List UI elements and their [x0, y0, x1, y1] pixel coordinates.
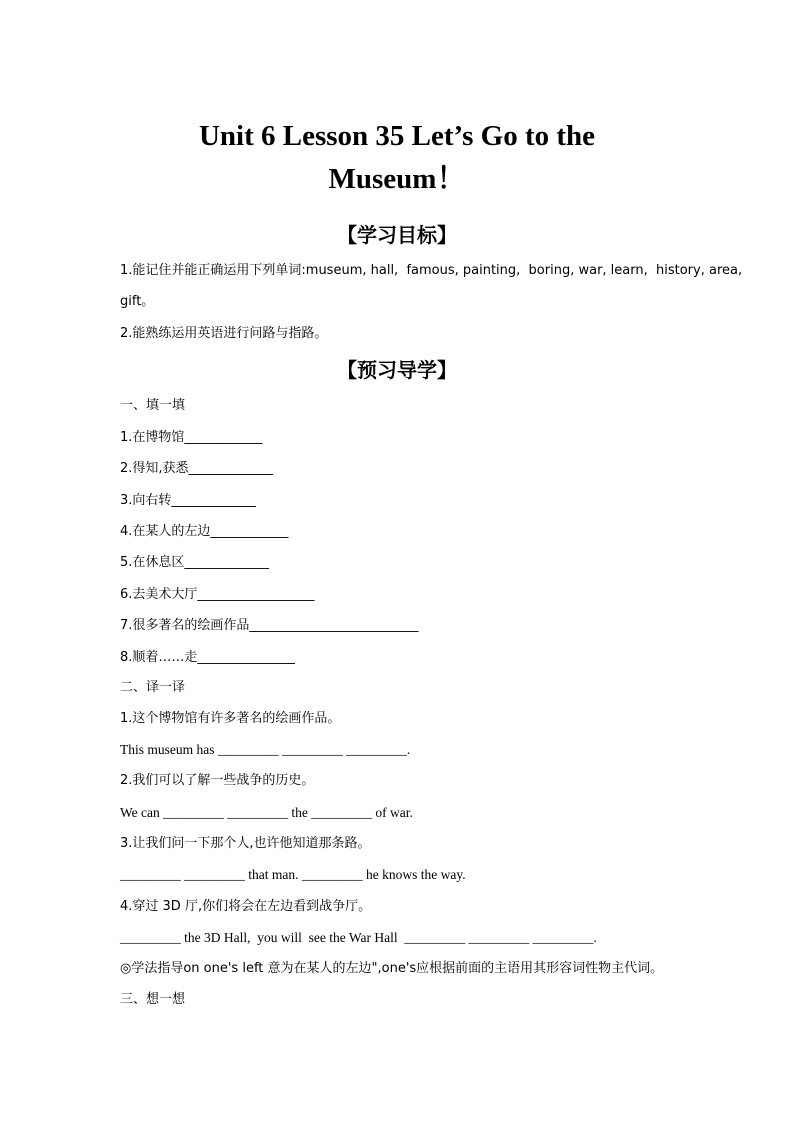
goals-item-1-line-1: 1.能记住并能正确运用下列单词:museum, hall, famous, painting, boring, war, learn, history, area,	[120, 263, 743, 278]
fill-item: 2.得知,获悉_____________	[120, 461, 274, 476]
translate-prompt-1: 1.这个博物馆有许多著名的绘画作品。	[120, 711, 341, 726]
translate-answer-2: We can _________ _________ the _________ of war.	[120, 805, 413, 820]
study-tip: ◎学法指导on one's left 意为在某人的左边",one's应根据前面的主语用其形容词性物主代词。	[120, 961, 664, 976]
preview-heading: 【预习导学】	[337, 358, 457, 382]
fill-item: 7.很多著名的绘画作品__________________________	[120, 618, 419, 633]
part-3-title: 三、想一想	[120, 992, 186, 1007]
title-line-2: Museum！	[328, 163, 466, 195]
translate-answer-4: _________ the 3D Hall, you will see the War Hall _________ _________ _________.	[120, 930, 597, 945]
title-line-1: Unit 6 Lesson 35 Let’s Go to the	[198, 120, 596, 152]
goals-item-2: 2.能熟练运用英语进行问路与指路。	[120, 326, 328, 341]
goals-heading: 【学习目标】	[337, 223, 457, 247]
part-2-title: 二、译一译	[120, 680, 186, 695]
fill-item: 1.在博物馆____________	[120, 430, 263, 445]
translate-prompt-3: 3.让我们问一下那个人,也许他知道那条路。	[120, 836, 371, 851]
fill-item: 4.在某人的左边____________	[120, 524, 289, 539]
translate-prompt-4: 4.穿过 3D 厅,你们将会在左边看到战争厅。	[120, 899, 372, 914]
part-1-title: 一、填一填	[120, 398, 186, 413]
fill-item: 5.在休息区_____________	[120, 555, 269, 570]
goals-item-1-line-2: gift。	[120, 294, 155, 309]
translate-answer-3: _________ _________ that man. _________ he knows the way.	[120, 867, 466, 882]
fill-item: 6.去美术大厅__________________	[120, 587, 315, 602]
fill-item: 8.顺着……走_______________	[120, 650, 295, 665]
translate-prompt-2: 2.我们可以了解一些战争的历史。	[120, 773, 315, 788]
fill-item: 3.向右转_____________	[120, 493, 256, 508]
translate-answer-1: This museum has _________ _________ _________.	[120, 742, 411, 757]
